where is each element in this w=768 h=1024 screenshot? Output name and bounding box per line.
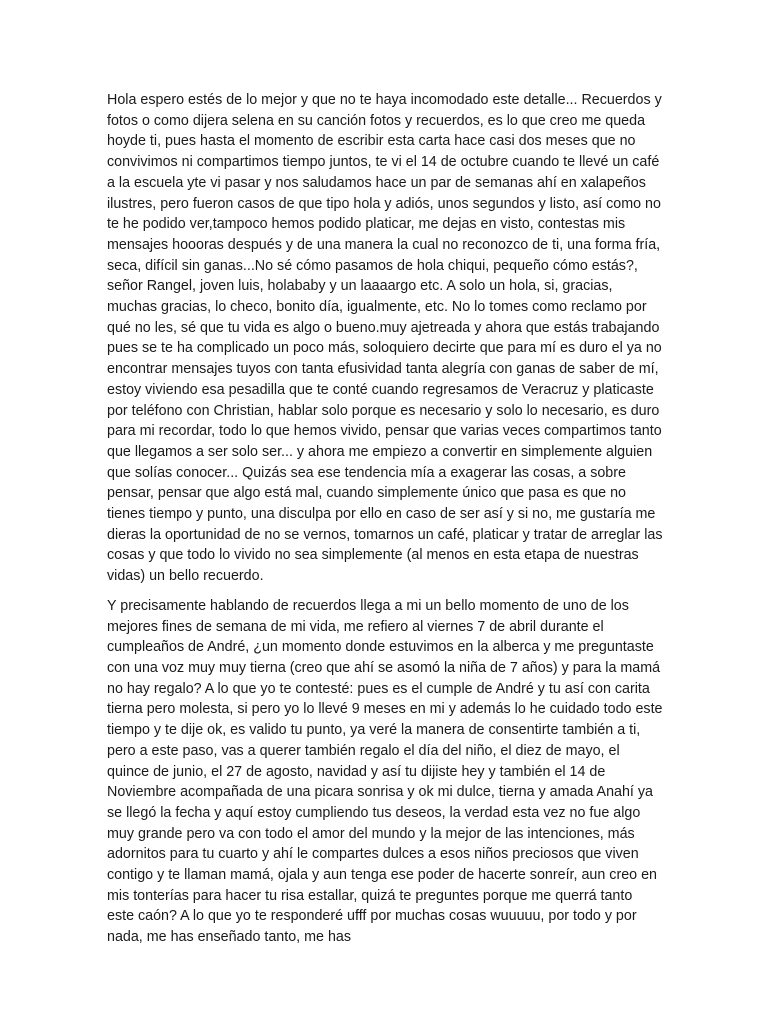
paragraph-2: Y precisamente hablando de recuerdos llega a mi un bello momento de uno de los mejores fines de semana de mi vida, me refiero al viernes 7 de abril durante el cumpleaños de André, ¿un momento donde estuvimos en la alberca y me preguntaste con una voz muy muy tierna (creo que ahí se asomó la niña de 7 años) y para la mamá no hay regalo? A lo que yo te contesté: pues es el cumple de André y tu así con carita tierna pero molesta, si pero yo lo llevé 9 meses en mi y además lo he cuidado todo este tiempo y te dije ok, es valido tu punto, ya veré la manera de consentirte también a ti, pero a este paso, vas a querer también regalo el día del niño, el diez de mayo, el quince de junio, el 27 de agosto, navidad y así tu dijiste hey y también el 14 de Noviembre acompañada de una picara sonrisa y ok mi dulce, tierna y amada Anahí ya se llegó la fecha y aquí estoy cumpliendo tus deseos, la verdad esta vez no fue algo muy grande pero va con todo el amor del mundo y la mejor de las intenciones, más adornitos para tu cuarto y ahí le compartes dulces a esos niños preciosos que viven contigo y te llaman mamá, ojala y aun tenga ese poder de hacerte sonreír, aun creo en mis tonterías para hacer tu risa estallar, quizá te preguntes porque me querrá tanto este caón? A lo que yo te responderé ufff por muchas cosas wuuuuu, por todo y por nada, me has enseñado tanto, me has xyxy=(107,597,663,946)
document-body xyxy=(107,90,663,948)
paragraph-1: Hola espero estés de lo mejor y que no te haya incomodado este detalle... Recuerdos y fotos o como dijera selena en su canción fotos y recuerdos, es lo que creo me queda hoyde ti, pues hasta el momento de escribir esta carta hace casi dos meses que no convivimos ni compartimos tiempo juntos, te vi el 14 de octubre cuando te llevé un café a la escuela yte vi pasar y nos saludamos hace un par de semanas ahí en xalapeños ilustres, pero fueron casos de que tipo hola y adiós, unos segundos y listo, así como no te he podido ver,tampoco hemos podido platicar, me dejas en visto, contestas mis mensajes hoooras después y de una manera la cual no reconozco de ti, una forma fría, seca, difícil sin ganas...No sé cómo pasamos de hola chiqui, pequeño cómo estás?, señor Rangel, joven luis, holababy y un laaaargo etc. A solo un hola, si, gracias, muchas gracias, lo checo, bonito día, igualmente, etc. No lo tomes como reclamo por qué no les, sé que tu vida es algo o bueno.muy ajetreada y ahora que estás trabajando pues se te ha complicado un poco más, soloquiero decirte que para mí es duro el ya no encontrar mensajes tuyos con tanta efusividad tanta alegría con ganas de saber de mí, estoy viviendo esa pesadilla que te conté cuando regresamos de Veracruz y platicaste por teléfono con Christian, hablar solo porque es necesario y solo lo necesario, es duro para mi recordar, todo lo que hemos vivido, pensar que varias veces compartimos tanto que llegamos a ser solo ser... y ahora me empiezo a convertir en simplemente alguien que solías conocer... Quizás sea ese tendencia mía a exagerar las cosas, a sobre pensar, pensar que algo está mal, cuando simplemente único que pasa es que no tienes tiempo y punto, una disculpa por ello en caso de ser así y si no, me gustaría me dieras la oportunidad de no se vernos, tomarnos un café, platicar y tratar de arreglar las cosas y que todo lo vivido no sea simplemente (al menos en esta etapa de nuestras vidas) un bello recuerdo. xyxy=(107,92,663,585)
